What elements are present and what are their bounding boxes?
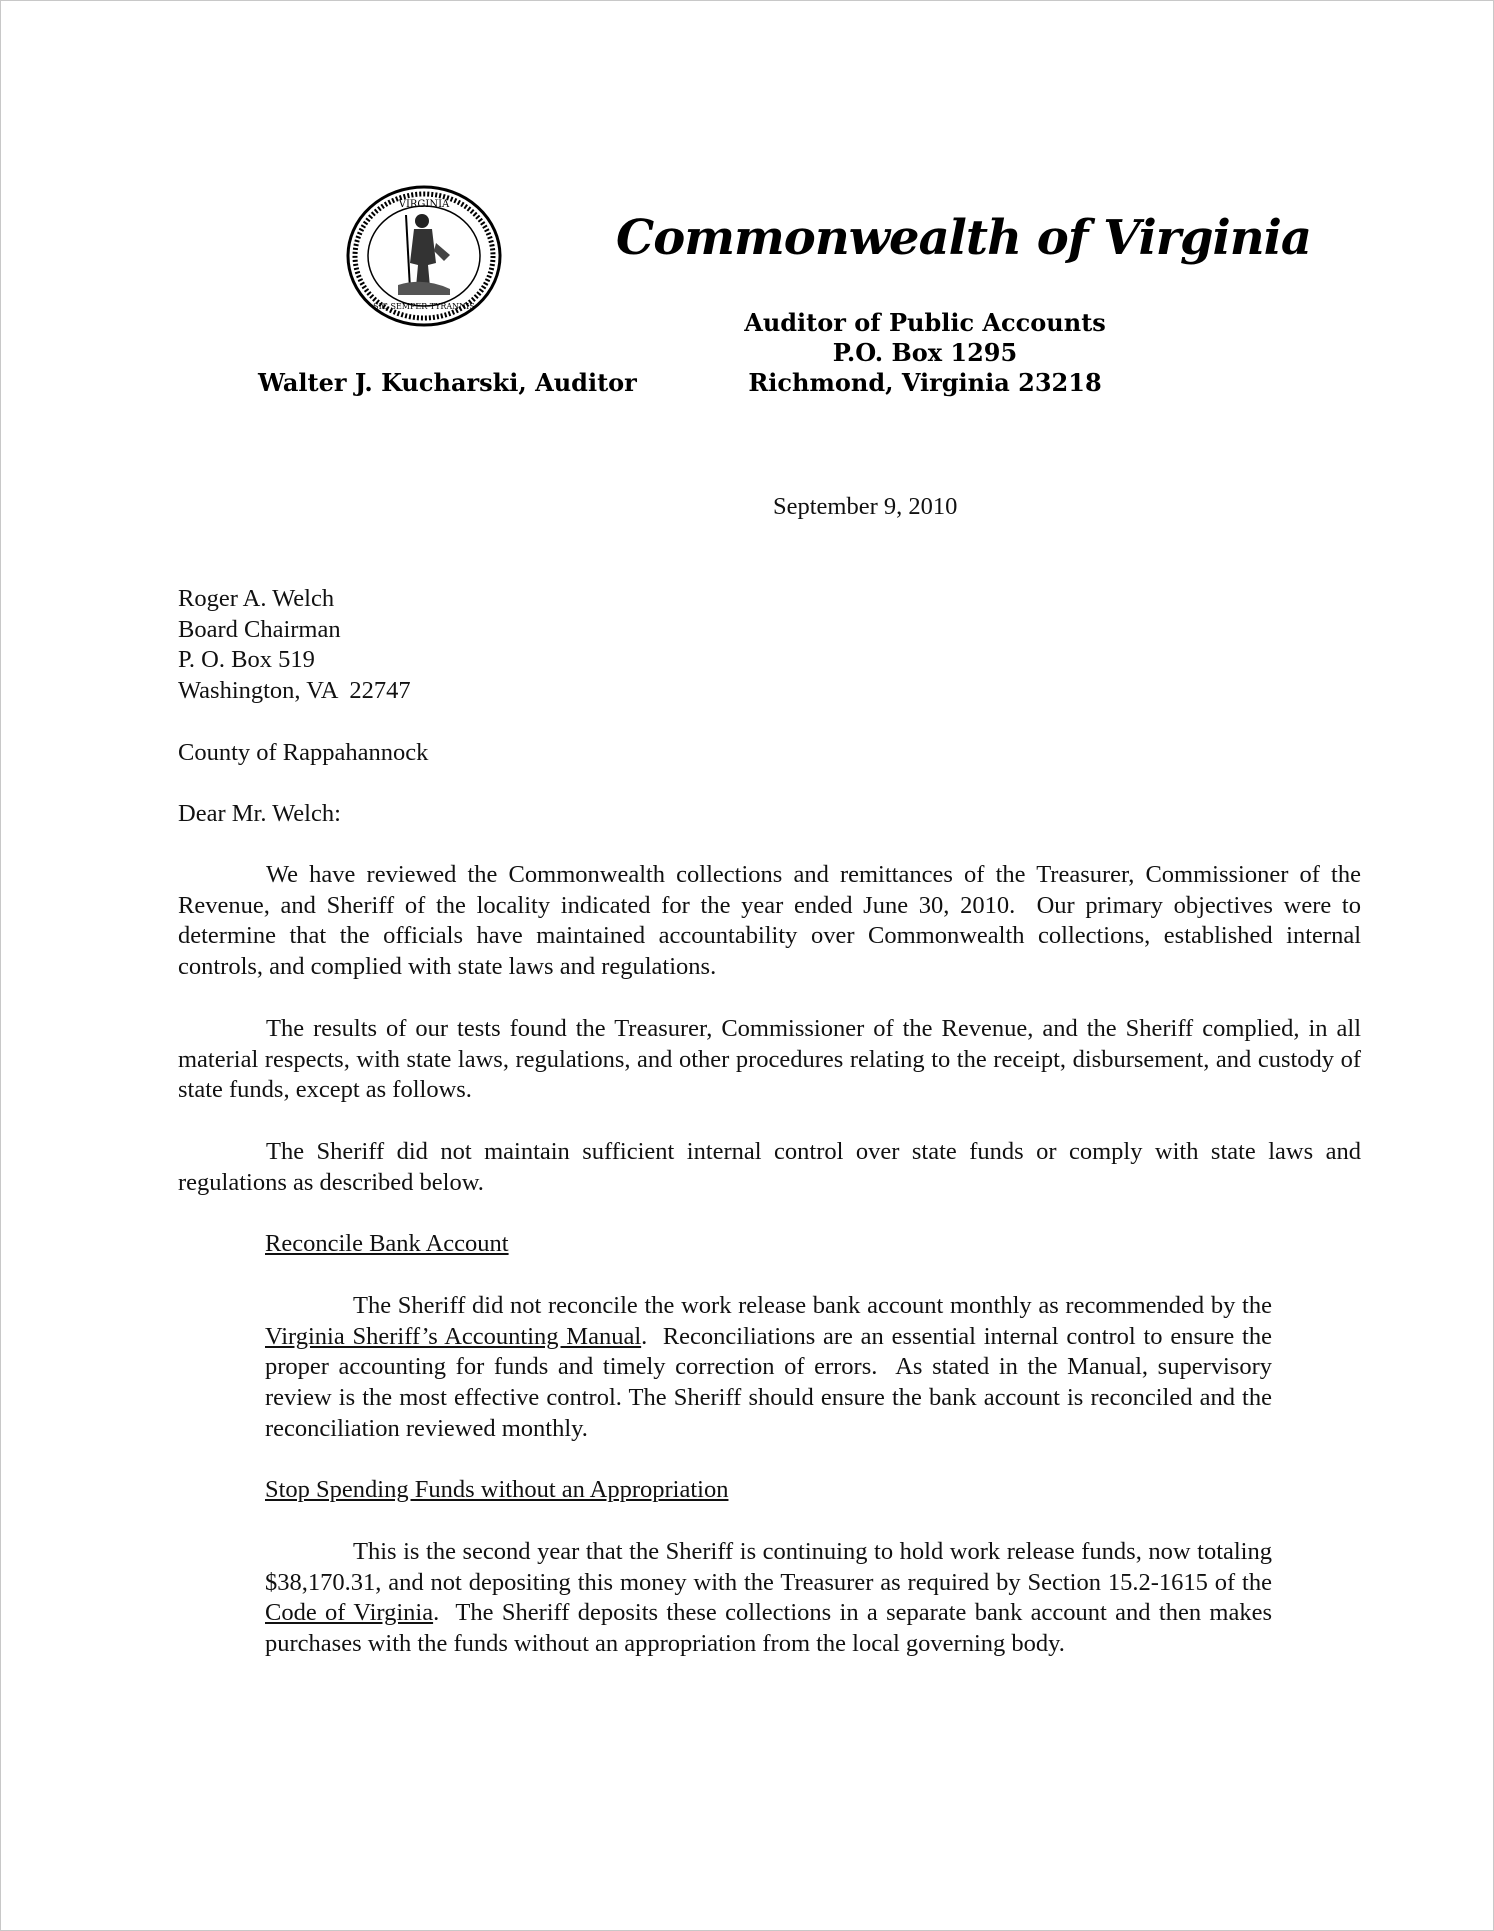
code-title: Code of Virginia	[265, 1599, 434, 1627]
text-segment: . Reconciliations are an essential internal control to ensure the proper accounting for funds and timely correction of errors. As stated in the Manual, supervisory review is the most effective control. The Sheriff should ensure the bank account is reconciled and the reconciliation reviewed monthly.	[265, 1322, 1279, 1442]
section-appropriation-body	[265, 1537, 1279, 1660]
text-segment: . The Sheriff deposits these collections in a separate bank account and then makes purchases with the funds without an appropriation from the local governing body.	[265, 1599, 1279, 1658]
paragraph-text: We have reviewed the Commonwealth collections and remittances of the Treasurer, Commissioner of the Revenue, and Sheriff of the locality indicated for the year ended June 30, 2010. Our primary objectives were to determine that the officials have maintained accountability over Commonwealth collections, established internal controls, and complied with state laws and regulations.	[178, 861, 1368, 981]
salutation: Dear Mr. Welch:	[178, 800, 341, 827]
letterhead-title: Commonwealth of Virginia	[616, 210, 1312, 266]
office-line: Auditor of Public Accounts	[744, 308, 1106, 337]
address-line: Roger A. Welch	[178, 585, 335, 612]
paragraph-objectives	[178, 860, 1368, 983]
office-line: Richmond, Virginia 23218	[748, 368, 1102, 397]
paragraph-results	[178, 1014, 1361, 1106]
text-segment: The Sheriff did not reconcile the work release bank account monthly as recommended by the	[353, 1292, 1278, 1319]
section-reconcile-body	[265, 1291, 1279, 1445]
svg-text:SIC SEMPER TYRANNIS: SIC SEMPER TYRANNIS	[373, 302, 475, 311]
recipient-address	[178, 584, 411, 707]
section-heading-appropriation: Stop Spending Funds without an Appropriation	[265, 1476, 729, 1503]
letter-date: September 9, 2010	[773, 493, 958, 520]
address-line: Board Chairman	[178, 615, 341, 643]
paragraph-text: The Sheriff did not maintain sufficient internal control over state funds or comply with state laws and regulations as described below.	[178, 1138, 1361, 1196]
paragraph-text	[265, 1537, 1279, 1660]
address-line: Washington, VA 22747	[178, 677, 411, 705]
paragraph-sheriff	[178, 1137, 1361, 1198]
svg-text:VIRGINIA: VIRGINIA	[398, 199, 450, 210]
paragraph-text	[265, 1291, 1279, 1445]
office-address	[740, 308, 1110, 398]
paragraph-text: The results of our tests found the Treasurer, Commissioner of the Revenue, and the Sheriff complied, in all material respects, with state laws, regulations, and other procedures relating to the receipt, disbursement, and custody of state funds, except as follows.	[178, 1015, 1361, 1104]
address-line: P. O. Box 519	[178, 646, 315, 674]
manual-title: Virginia Sheriff’s Accounting Manual	[265, 1322, 642, 1350]
office-line: P.O. Box 1295	[832, 338, 1018, 367]
virginia-seal-icon	[346, 185, 502, 327]
section-heading-reconcile: Reconcile Bank Account	[265, 1230, 509, 1257]
county-name: County of Rappahannock	[178, 739, 429, 766]
auditor-name: Walter J. Kucharski, Auditor	[258, 368, 637, 397]
text-segment: This is the second year that the Sheriff is continuing to hold work release funds, now totaling $38,170.31, and not depositing this money with the Treasurer as required by Section 15.2-1615 of the	[265, 1538, 1279, 1596]
